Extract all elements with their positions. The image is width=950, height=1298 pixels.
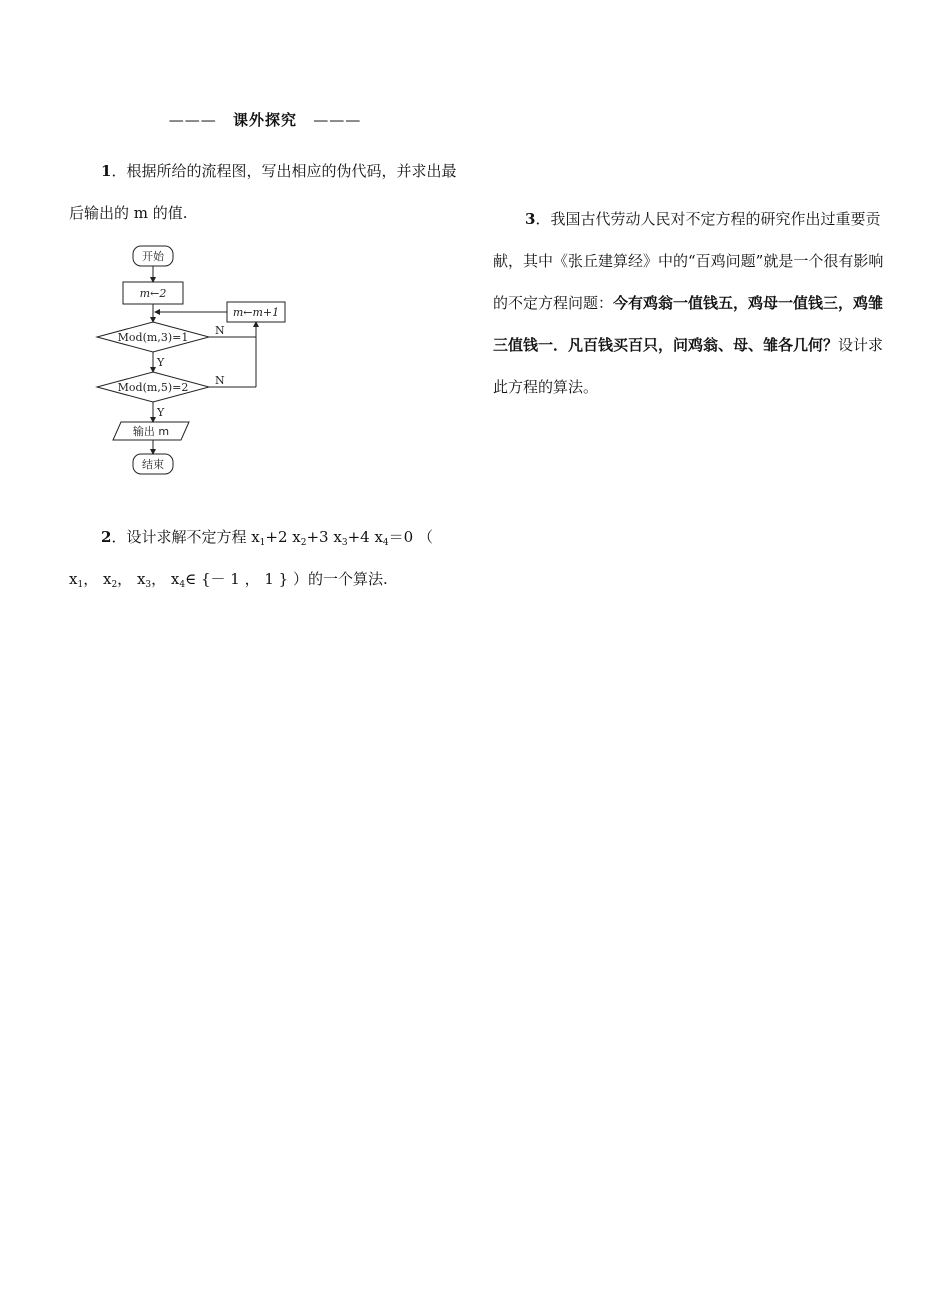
q2-part-4: +4 x (347, 528, 383, 546)
flow-no1-label: N (215, 324, 225, 337)
q2-part-5: ＝0 （ x (69, 528, 433, 588)
q2-sub-1: 1 (259, 538, 266, 548)
q2-sub-4: 4 (382, 538, 389, 548)
question-1 (69, 150, 461, 234)
flow-cond2-label: Mod(m,5)=2 (117, 381, 189, 394)
right-column (493, 198, 893, 408)
title-text: 课外探究 (232, 111, 297, 129)
question-1-number: 1 (101, 162, 112, 180)
q2-sub-7: 3 (145, 580, 152, 590)
section-title (69, 100, 461, 140)
q2-part-8: ， x (151, 570, 180, 588)
flow-increment-label: m←m+1 (232, 306, 280, 319)
title-dash-left: ——— (168, 111, 217, 129)
question-3-text-a: ．我国古代劳动人民对不定方程的研究作出过重要贡献，其中《张丘建算经》中的“百鸡问题”就是一个很有影响的不定方程问题： (493, 210, 884, 312)
q2-sub-3: 3 (341, 538, 348, 548)
q2-sub-2: 2 (300, 538, 307, 548)
question-2 (69, 516, 461, 600)
q2-part-7: ， x (117, 570, 146, 588)
question-1-text: ．根据所给的流程图，写出相应的伪代码，并求出最后输出的 m 的值. (69, 162, 457, 222)
flow-no2-label: N (215, 374, 225, 387)
flow-output-label: 输出 m (132, 425, 170, 438)
q2-sub-5: 1 (77, 580, 84, 590)
q2-part-2: +2 x (265, 528, 301, 546)
question-2-number: 2 (101, 528, 112, 546)
q2-part-1: ．设计求解不定方程 x (111, 528, 260, 546)
flow-cond1-label: Mod(m,3)=1 (117, 331, 189, 344)
question-3-text-c: 设计求此方程的算法。 (493, 336, 884, 396)
question-3 (493, 198, 893, 408)
q2-part-3: +3 x (306, 528, 342, 546)
question-3-number: 3 (525, 210, 536, 228)
flow-yes1-label: Y (157, 356, 165, 369)
title-dash-right: ——— (313, 111, 362, 129)
flow-start-label: 开始 (142, 250, 164, 263)
left-column (69, 100, 461, 600)
q2-part-6: ， x (83, 570, 112, 588)
flow-yes2-label: Y (157, 406, 165, 419)
flowchart (93, 244, 333, 486)
q2-part-9: ∈ {－ 1 ， 1 } ）的一个算法. (185, 570, 388, 588)
q2-sub-8: 4 (179, 580, 186, 590)
flow-init-label: m←2 (139, 287, 167, 300)
flow-end-label: 结束 (142, 458, 164, 471)
question-3-text-bold: 今有鸡翁一值钱五，鸡母一值钱三，鸡雏三值钱一．凡百钱买百只，问鸡翁、母、雏各几何？ (493, 294, 884, 354)
q2-sub-6: 2 (111, 580, 118, 590)
